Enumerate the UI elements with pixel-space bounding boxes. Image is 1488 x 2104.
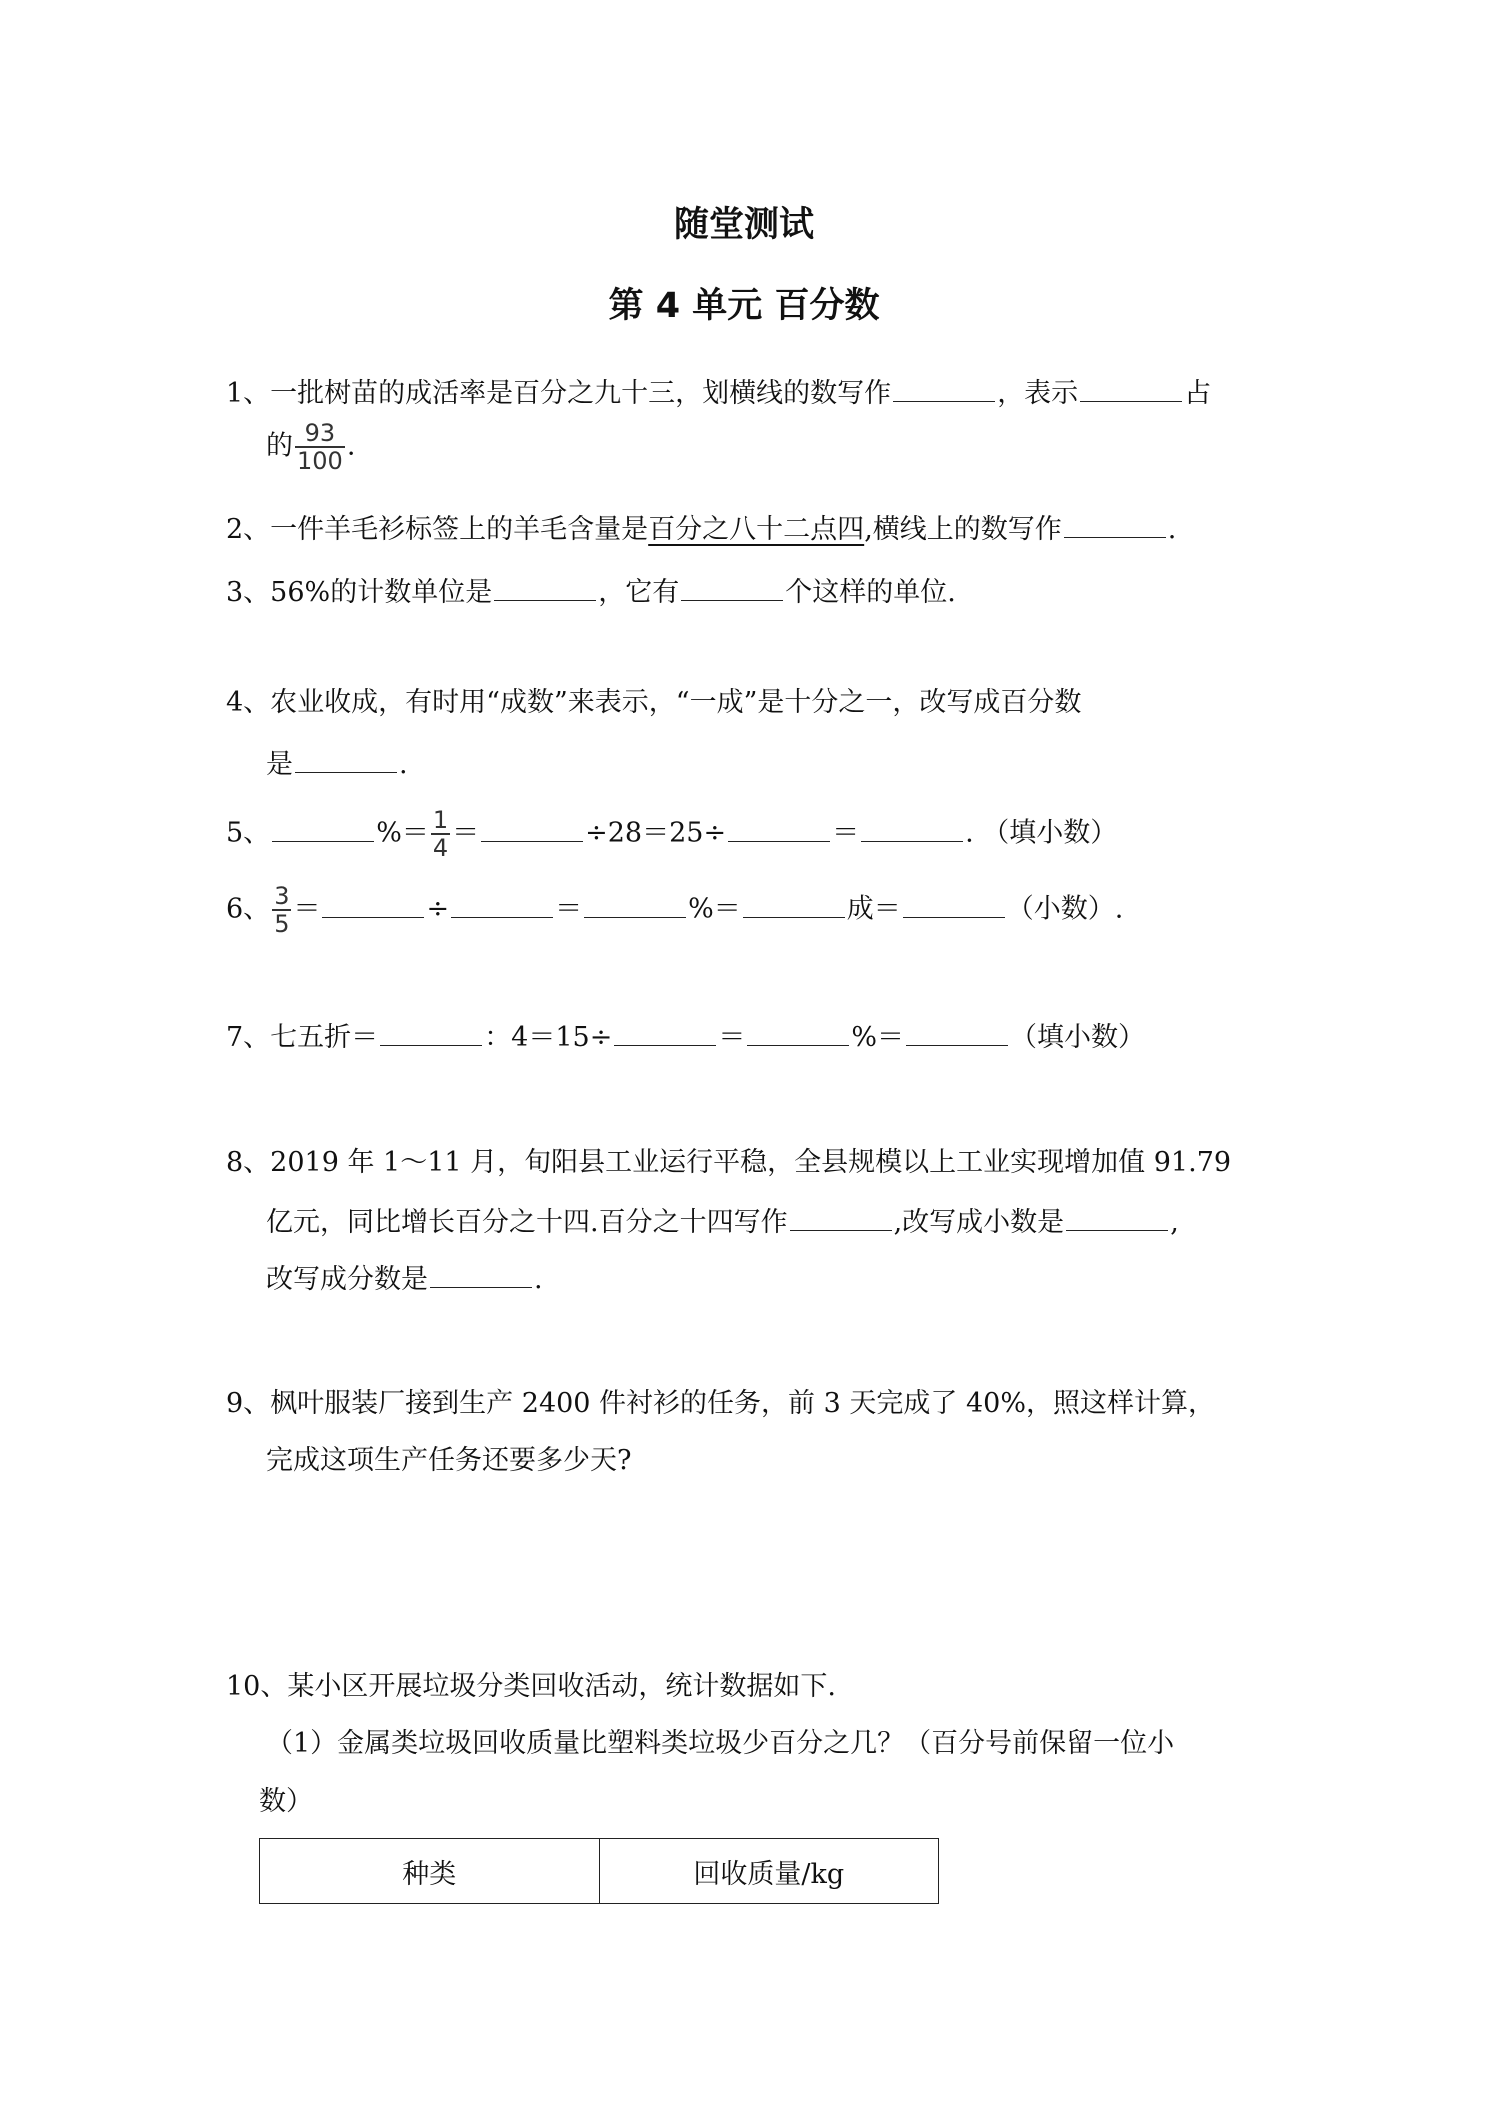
answer-blank[interactable] — [790, 1200, 892, 1231]
question-10-part-1: （1）金属类垃圾回收质量比塑料类垃圾少百分之几？（百分号前保留一位小 — [266, 1728, 1175, 1759]
question-3: 3、56%的计数单位是 ，它有 个这样的单位. — [226, 570, 956, 613]
answer-blank[interactable] — [906, 1015, 1008, 1046]
question-10: 10、某小区开展垃圾分类回收活动，统计数据如下. — [226, 1671, 836, 1702]
question-6: 6、 $\frac{3}{5}$ ＝ ÷ ＝ %＝ 成＝ （小数）. — [226, 882, 1124, 938]
answer-blank[interactable] — [322, 887, 424, 918]
answer-blank[interactable] — [1066, 1200, 1168, 1231]
question-4: 4、农业收成，有时用“成数”来表示，“一成”是十分之一，改写成百分数 — [226, 687, 1082, 718]
question-2: 2、一件羊毛衫标签上的羊毛含量是百分之八十二点四,横线上的数写作 . — [226, 507, 1176, 550]
unit-subtitle: 第 4 单元 百分数 — [608, 286, 880, 326]
question-9-cont: 完成这项生产任务还要多少天? — [266, 1445, 632, 1476]
answer-blank[interactable] — [747, 1015, 849, 1046]
question-8-cont: 亿元，同比增长百分之十四.百分之十四写作 ,改写成小数是 , — [266, 1200, 1179, 1243]
answer-blank[interactable] — [380, 1015, 482, 1046]
table-header-cell: 回收质量/kg — [599, 1839, 939, 1904]
answer-blank[interactable] — [893, 371, 995, 402]
underlined-text: 百分之八十二点四 — [648, 514, 865, 545]
question-8-cont2: 改写成分数是 . — [266, 1257, 543, 1300]
answer-blank[interactable] — [481, 811, 583, 842]
question-8: 8、2019 年 1～11 月，旬阳县工业运行平稳，全县规模以上工业实现增加值 91.79 — [226, 1147, 1232, 1178]
table-header-row — [260, 1839, 939, 1904]
answer-blank[interactable] — [272, 811, 374, 842]
answer-blank[interactable] — [1064, 507, 1166, 538]
answer-blank[interactable] — [681, 570, 783, 601]
table-header-cell: 种类 — [260, 1839, 600, 1904]
question-5: 5、 %＝ $\frac{1}{4}$ ＝ ÷28＝25÷ ＝ . （填小数） — [226, 806, 1118, 862]
answer-blank[interactable] — [295, 742, 397, 773]
page-title: 随堂测试 — [673, 205, 814, 245]
fraction-1-4: $\frac{1}{4}$ — [432, 806, 449, 862]
question-9: 9、枫叶服装厂接到生产 2400 件衬衫的任务，前 3 天完成了 40%，照这样计算， — [226, 1388, 1215, 1419]
question-7: 7、七五折＝ ：4＝15÷ ＝ %＝ （填小数） — [226, 1015, 1145, 1058]
answer-blank[interactable] — [743, 887, 845, 918]
answer-blank[interactable] — [1080, 371, 1182, 402]
answer-blank[interactable] — [903, 887, 1005, 918]
answer-blank[interactable] — [430, 1257, 532, 1288]
answer-blank[interactable] — [861, 811, 963, 842]
answer-blank[interactable] — [494, 570, 596, 601]
answer-blank[interactable] — [584, 887, 686, 918]
fraction-3-5: $\frac{3}{5}$ — [274, 882, 290, 938]
question-4-cont: 是 . — [266, 742, 408, 785]
recycling-data-table — [259, 1838, 939, 1904]
question-1-cont: 的 $\frac{93}{100}$ . — [266, 419, 356, 475]
fraction-93-100: $\frac{93}{100}$ — [297, 419, 343, 475]
answer-blank[interactable] — [451, 887, 553, 918]
question-10-part-1-cont: 数） — [259, 1786, 313, 1817]
answer-blank[interactable] — [728, 811, 830, 842]
question-1: 1、一批树苗的成活率是百分之九十三，划横线的数写作 ，表示 占 — [226, 371, 1211, 414]
answer-blank[interactable] — [614, 1015, 716, 1046]
